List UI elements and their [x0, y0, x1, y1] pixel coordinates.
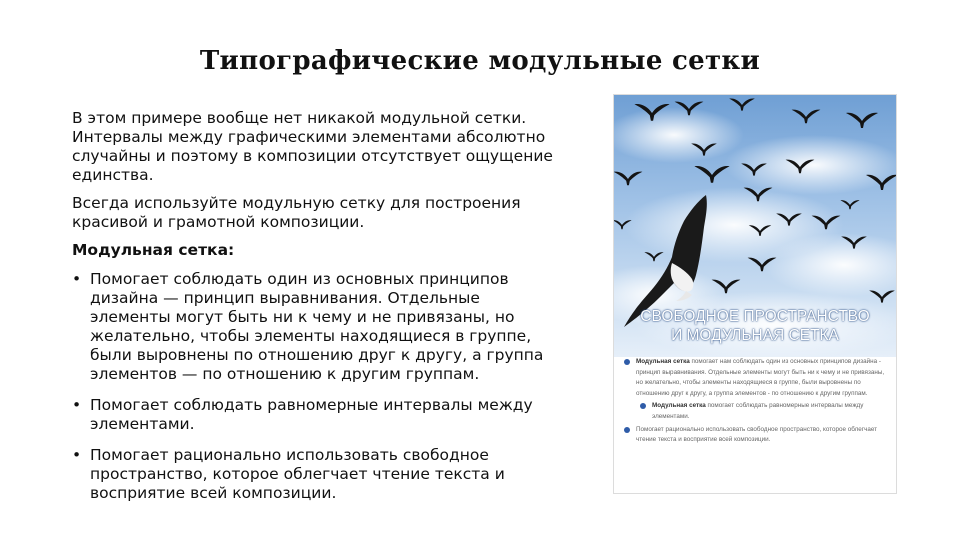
- bullet-dot-icon: [640, 403, 646, 409]
- poster-item: [624, 357, 890, 399]
- poster-text: [624, 357, 890, 448]
- bullet-item: [72, 270, 557, 384]
- poster-heading: [614, 307, 896, 345]
- bullet-glyph: •: [72, 446, 82, 464]
- bullet-list: [72, 270, 557, 503]
- intro-paragraph: В этом примере вообще нет никакой модульной сетки. Интервалы между графическими элементами абсолютно случайны и поэтому в композиции отсутствует ощущение единства.: [72, 109, 553, 184]
- poster-heading-line: СВОБОДНОЕ ПРОСТРАНСТВО: [640, 308, 870, 325]
- poster-item-text: Помогает рационально использовать свободное пространство, которое облегчает чтение текста и восприятие всей композиции.: [636, 425, 878, 444]
- bullet-text: Помогает соблюдать один из основных принципов дизайна — принцип выравнивания. Отдельные элементы могут быть ни к чему и не привязаны, но желательно, чтобы элементы находящиеся в группе, были выровнены по отношению друг к другу, а группа элементов — по отношению к другим группам.: [90, 270, 544, 383]
- text-block: [72, 109, 557, 515]
- poster-item-text: помогает соблюдать равномерные интервалы между элементами.: [652, 402, 864, 420]
- poster-item-term: Модульная сетка: [636, 358, 690, 365]
- poster-item: [624, 425, 890, 446]
- sky-photo: [614, 95, 896, 357]
- bullet-text: Помогает рационально использовать свободное пространство, которое облегчает чтение текста и восприятие всей композиции.: [90, 446, 505, 502]
- bullet-glyph: •: [72, 270, 82, 288]
- poster-item-term: Модульная сетка: [652, 402, 706, 410]
- advice-paragraph: Всегда используйте модульную сетку для построения красивой и грамотной композиции.: [72, 194, 521, 231]
- bullet-glyph: •: [72, 396, 82, 414]
- bullet-dot-icon: [624, 427, 630, 433]
- bullet-dot-icon: [624, 359, 630, 365]
- bullet-item: [72, 446, 557, 503]
- bullet-text: Помогает соблюдать равномерные интервалы между элементами.: [90, 396, 533, 433]
- poster-item: [624, 401, 890, 422]
- bullet-item: [72, 396, 557, 434]
- slide-title: Типографические модульные сетки: [199, 46, 761, 76]
- grid-heading: Модульная сетка:: [72, 241, 235, 259]
- poster-item-text: помогает нам соблюдать один из основных принципов дизайна - принцип выравнивания. Отдельные элементы могут быть ни к чему и не привязаны, но желательно, чтобы элементы находящиеся в группе, были выровнены по отношению друг к другу, а группа элементов - по отношению к другим группам.: [636, 358, 885, 397]
- poster-heading-line: И МОДУЛЬНАЯ СЕТКА: [671, 327, 839, 344]
- poster-illustration: [613, 94, 897, 494]
